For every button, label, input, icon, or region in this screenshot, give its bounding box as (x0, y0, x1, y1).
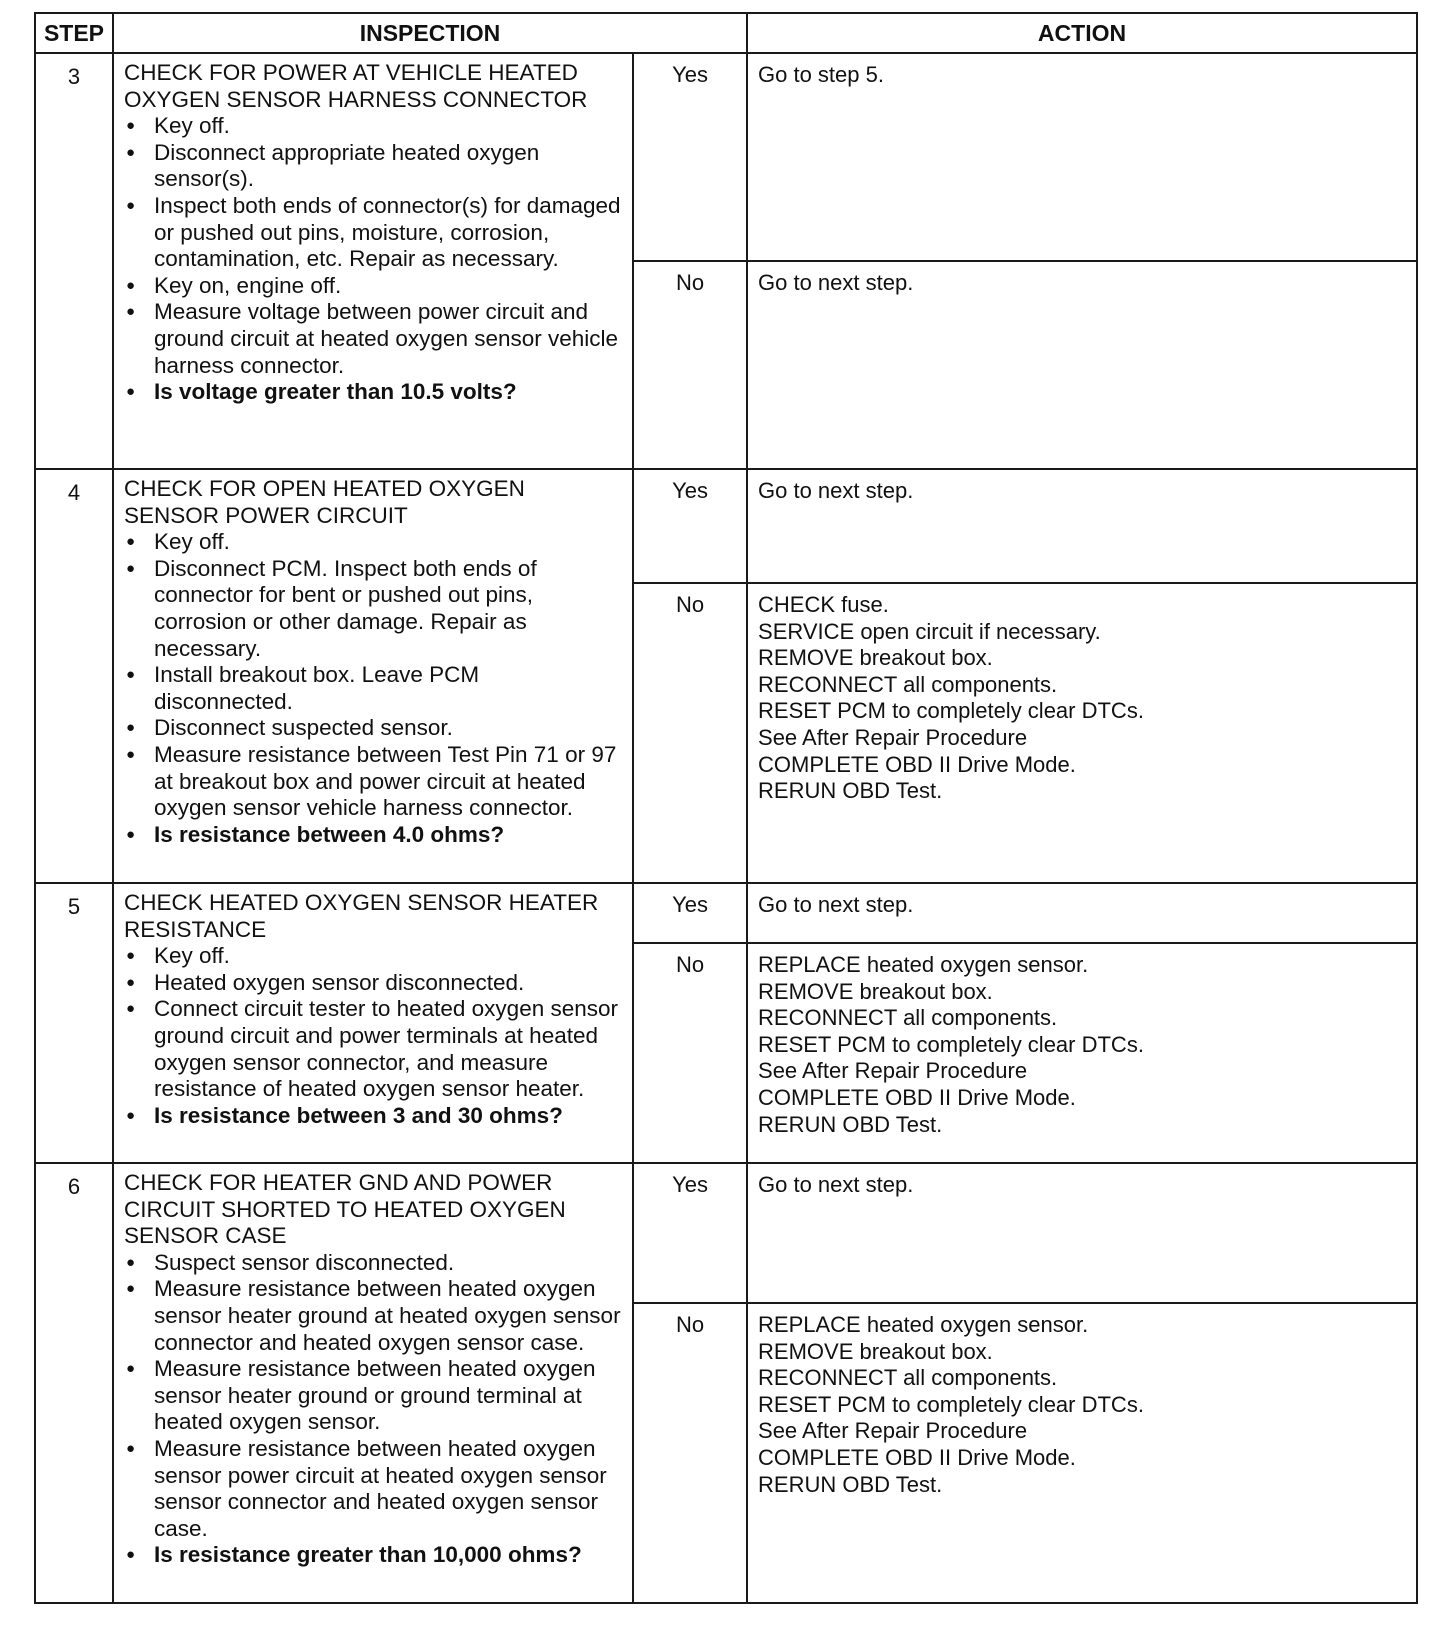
action-line: REPLACE heated oxygen sensor. (758, 952, 1089, 977)
inspection-bullet: ● Connect circuit tester to heated oxygen sensor ground circuit and power terminals at heated oxygen sensor connector, and measure resistance of heated oxygen sensor heater. (124, 996, 622, 1102)
action-column-header: ACTION (747, 13, 1417, 53)
inspection-title: CHECK HEATED OXYGEN SENSOR HEATER RESISTANCE (124, 890, 599, 942)
action-line: COMPLETE OBD II Drive Mode. (758, 1444, 1076, 1470)
inspection-title: CHECK FOR POWER AT VEHICLE HEATED OXYGEN SENSOR HARNESS CONNECTOR (124, 60, 588, 112)
inspection-question: ● Is resistance greater than 10,000 ohms? (124, 1542, 622, 1569)
inspection-title: CHECK FOR OPEN HEATED OXYGEN SENSOR POWER CIRCUIT (124, 476, 525, 528)
no-label: No (633, 583, 747, 883)
inspection-question: ● Is voltage greater than 10.5 volts? (124, 379, 622, 406)
action-line: RERUN OBD Test. (758, 778, 943, 804)
inspection-cell (113, 883, 633, 1163)
action-line: Go to next step. (758, 478, 914, 503)
inspection-bullet: ● Measure voltage between power circuit and ground circuit at heated oxygen sensor vehicle harness connector. (124, 299, 622, 379)
no-action (747, 1303, 1417, 1603)
inspection-question: ● Is resistance between 3 and 30 ohms? (124, 1103, 622, 1130)
inspection-bullet: ● Key off. (124, 529, 622, 556)
inspection-steps-list (124, 1250, 622, 1569)
inspection-bullet: ● Key off. (124, 113, 622, 140)
no-action (747, 261, 1417, 469)
table-row (35, 883, 1417, 943)
step-column-header: STEP (35, 13, 113, 53)
yes-action (747, 53, 1417, 261)
action-line: Go to next step. (758, 892, 914, 917)
inspection-question: ● Is resistance between 4.0 ohms? (124, 822, 622, 849)
step-number: 4 (35, 469, 113, 883)
inspection-bullet: ● Disconnect PCM. Inspect both ends of connector for bent or pushed out pins, corrosion or other damage. Repair as necessary. (124, 556, 622, 662)
action-line: Go to next step. (758, 1172, 914, 1197)
inspection-cell (113, 1163, 633, 1603)
action-line: REMOVE breakout box. (758, 1338, 993, 1364)
action-line: RESET PCM to completely clear DTCs. (758, 1031, 1144, 1057)
table-row (35, 469, 1417, 583)
inspection-bullet: ● Measure resistance between Test Pin 71 or 97 at breakout box and power circuit at heated oxygen sensor vehicle harness connector. (124, 742, 622, 822)
inspection-steps-list (124, 529, 622, 848)
action-line: See After Repair Procedure (758, 1418, 1028, 1444)
no-label: No (633, 1303, 747, 1603)
action-line: RERUN OBD Test. (758, 1111, 943, 1137)
inspection-bullet: ● Disconnect suspected sensor. (124, 715, 622, 742)
action-line: See After Repair Procedure (758, 1058, 1028, 1084)
table-row (35, 1163, 1417, 1303)
table-body (35, 53, 1417, 1603)
inspection-title: CHECK FOR HEATER GND AND POWER CIRCUIT SHORTED TO HEATED OXYGEN SENSOR CASE (124, 1170, 566, 1249)
no-action (747, 583, 1417, 883)
inspection-bullet: ● Measure resistance between heated oxygen sensor power circuit at heated oxygen sensor sensor connector and heated oxygen sensor case. (124, 1436, 622, 1542)
inspection-bullet: ● Key off. (124, 943, 622, 970)
inspection-bullet: ● Suspect sensor disconnected. (124, 1250, 622, 1277)
action-line: RERUN OBD Test. (758, 1471, 943, 1497)
inspection-bullet: ● Disconnect appropriate heated oxygen sensor(s). (124, 140, 622, 193)
yes-action (747, 469, 1417, 583)
inspection-bullet: ● Inspect both ends of connector(s) for damaged or pushed out pins, moisture, corrosion, contamination, etc. Repair as necessary. (124, 193, 622, 273)
header-row (35, 13, 1417, 53)
action-line: CHECK fuse. (758, 592, 889, 617)
action-line: RECONNECT all components. (758, 1365, 1058, 1391)
action-line: Go to next step. (758, 270, 914, 295)
inspection-bullet: ● Key on, engine off. (124, 273, 622, 300)
inspection-bullet: ● Install breakout box. Leave PCM disconnected. (124, 662, 622, 715)
inspection-steps-list (124, 943, 622, 1129)
action-line: REMOVE breakout box. (758, 978, 993, 1004)
action-line: RESET PCM to completely clear DTCs. (758, 1391, 1144, 1417)
yes-action (747, 883, 1417, 943)
action-line: RESET PCM to completely clear DTCs. (758, 698, 1144, 724)
inspection-cell (113, 53, 633, 469)
yes-label: Yes (633, 53, 747, 261)
no-label: No (633, 261, 747, 469)
no-label: No (633, 943, 747, 1163)
action-line: See After Repair Procedure (758, 724, 1028, 750)
inspection-column-header: INSPECTION (113, 13, 747, 53)
inspection-bullet: ● Measure resistance between heated oxygen sensor heater ground or ground terminal at heated oxygen sensor. (124, 1356, 622, 1436)
yes-action (747, 1163, 1417, 1303)
inspection-bullet: ● Measure resistance between heated oxygen sensor heater ground at heated oxygen sensor connector and heated oxygen sensor case. (124, 1276, 622, 1356)
action-line: Go to step 5. (758, 62, 884, 87)
step-number: 3 (35, 53, 113, 469)
action-line: SERVICE open circuit if necessary. (758, 618, 1101, 644)
action-line: REPLACE heated oxygen sensor. (758, 1312, 1089, 1337)
action-line: RECONNECT all components. (758, 671, 1058, 697)
action-line: COMPLETE OBD II Drive Mode. (758, 751, 1076, 777)
yes-label: Yes (633, 883, 747, 943)
diagnostic-table (34, 12, 1418, 1604)
step-number: 5 (35, 883, 113, 1163)
yes-label: Yes (633, 469, 747, 583)
no-action (747, 943, 1417, 1163)
inspection-cell (113, 469, 633, 883)
inspection-steps-list (124, 113, 622, 406)
diagnostic-procedure-document (34, 12, 1416, 1604)
inspection-bullet: ● Heated oxygen sensor disconnected. (124, 970, 622, 997)
action-line: COMPLETE OBD II Drive Mode. (758, 1084, 1076, 1110)
table-row (35, 53, 1417, 261)
action-line: REMOVE breakout box. (758, 645, 993, 671)
action-line: RECONNECT all components. (758, 1005, 1058, 1031)
step-number: 6 (35, 1163, 113, 1603)
yes-label: Yes (633, 1163, 747, 1303)
